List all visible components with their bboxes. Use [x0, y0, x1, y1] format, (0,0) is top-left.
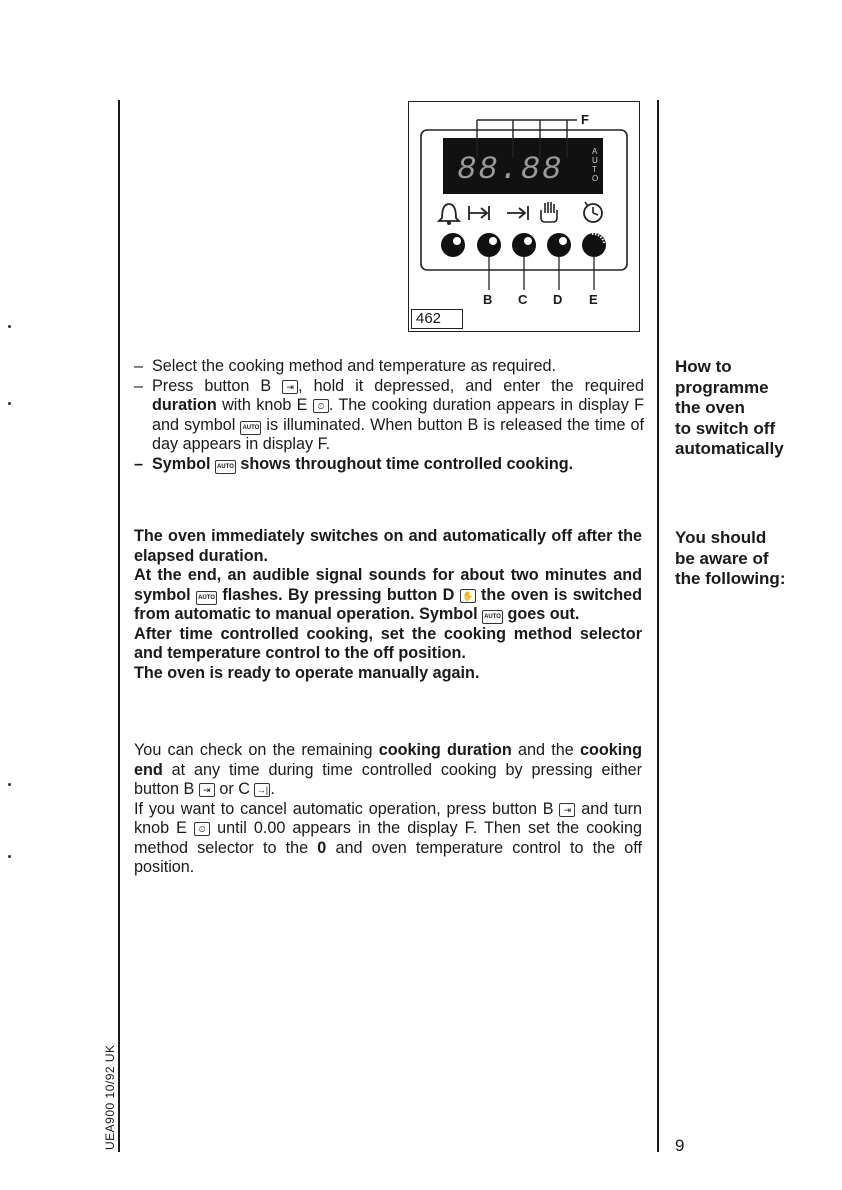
list-item: – Select the cooking method and temperature as required.: [134, 357, 644, 377]
page-number: 9: [675, 1136, 685, 1155]
paragraph: At the end, an audible signal sounds for about two minutes and symbol AUTO flashes. By pressing button D ✋ the oven is switched from automatic to manual operation. Symbol AUTO goes out.: [134, 566, 642, 623]
duration-key-icon: ⇥: [282, 380, 298, 394]
duration-icon: [469, 206, 489, 220]
label-f: F: [581, 112, 589, 127]
auto-key-icon: AUTO: [196, 591, 217, 605]
hand-key-icon: ✋: [460, 589, 476, 603]
auto-letter: T: [592, 165, 597, 174]
scan-dot: [8, 402, 11, 405]
clock-icon: [584, 202, 602, 222]
heading-programme: How to programme the oven to switch off automatically: [675, 357, 784, 458]
display-digits: 88.88: [457, 151, 564, 188]
aware-section: [134, 527, 642, 683]
document-code: UEA900 10/92 UK: [103, 1044, 117, 1150]
auto-key-icon: AUTO: [240, 421, 261, 435]
auto-letter: O: [592, 174, 599, 183]
paragraph: You can check on the remaining cooking duration and the cooking end at any time during time controlled cooking by pressing either button B ⇥ or C →| .: [134, 741, 642, 798]
button-a: [441, 233, 465, 257]
bell-icon: [439, 204, 459, 225]
paragraph: If you want to cancel automatic operation, press button B ⇥ and turn knob E ⏲ until 0.00 appears in the display F. Then set the cooking method selector to the 0 and oven temperature control to the off position.: [134, 799, 643, 876]
knob-key-icon: ⏲: [313, 399, 329, 413]
oven-control-panel-diagram: [408, 101, 640, 332]
label-d: D: [553, 292, 563, 307]
scan-dot: [8, 783, 11, 786]
right-column-rule: [657, 100, 659, 1152]
check-section: [134, 741, 642, 878]
auto-letter: U: [592, 156, 598, 165]
list-item: – Press button B ⇥ , hold it depressed, and enter the required duration with knob E ⏲ . The cooking duration appears in display F and symbol AUTO is illuminated. When button B is released the time of day appears in display F.: [134, 377, 644, 455]
duration-key-icon: ⇥: [199, 783, 215, 797]
button-b: [477, 233, 501, 257]
manual-hand-icon: [541, 202, 557, 222]
label-e: E: [589, 292, 598, 307]
knob-key-icon: ⏲: [194, 822, 210, 836]
instructions-list: [134, 357, 644, 474]
button-c: [512, 233, 536, 257]
list-item: – Symbol AUTO shows throughout time controlled cooking.: [134, 455, 644, 475]
end-key-icon: →|: [254, 783, 270, 797]
knob-e: [582, 233, 606, 257]
paragraph: The oven is ready to operate manually again.: [134, 663, 480, 682]
auto-letter: A: [592, 147, 598, 156]
auto-key-icon: AUTO: [215, 460, 236, 474]
paragraph: The oven immediately switches on and automatically off after the elapsed duration.: [134, 527, 642, 565]
scan-dot: [8, 855, 11, 858]
figure-number: 462: [411, 309, 463, 329]
left-column-rule: [118, 100, 120, 1152]
paragraph: After time controlled cooking, set the cooking method selector and temperature control to the off position.: [134, 624, 642, 662]
scan-dot: [8, 325, 11, 328]
label-c: C: [518, 292, 528, 307]
end-time-icon: [507, 206, 528, 220]
duration-key-icon: ⇥: [559, 803, 575, 817]
heading-aware: You should be aware of the following:: [675, 528, 786, 588]
label-b: B: [483, 292, 493, 307]
button-d: [547, 233, 571, 257]
auto-key-icon: AUTO: [482, 610, 503, 624]
